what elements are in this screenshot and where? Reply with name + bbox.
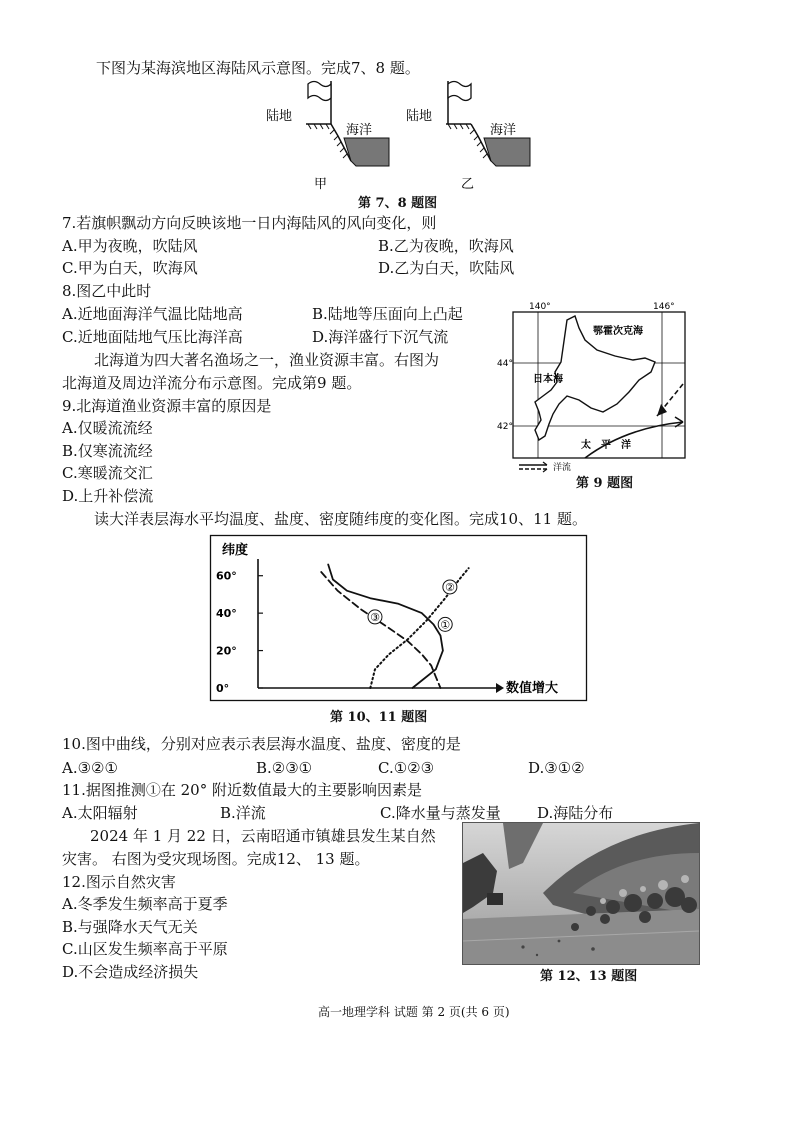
fig-9-caption: 第 9 题图 (576, 476, 634, 491)
q12-stem: 12.图示自然灾害 (62, 873, 176, 891)
intro-7-8: 下图为某海滨地区海陆风示意图。完成7、8 题。 (96, 59, 420, 77)
q10-option-c[interactable]: C.①②③ (378, 759, 435, 777)
chart-frame (211, 536, 587, 701)
q7-option-c[interactable]: C.甲为白天，吹海风 (62, 259, 198, 277)
label-yi: 乙 (461, 177, 475, 192)
q11-stem: 11.据图推测①在 20° 附近数值最大的主要影响因素是 (62, 781, 422, 799)
q7-stem: 7.若旗帜飘动方向反映该地一日内海陆风的风向变化，则 (62, 214, 437, 232)
q10-stem: 10.图中曲线，分别对应表示表层海水温度、盐度、密度的是 (62, 735, 461, 753)
q8-option-c[interactable]: C.近地面陆地气压比海洋高 (62, 328, 243, 346)
q7-option-a[interactable]: A.甲为夜晚，吹陆风 (62, 237, 198, 255)
sea-land-breeze-figure (256, 76, 546, 194)
q11-option-b[interactable]: B.洋流 (220, 804, 266, 822)
q11-option-d[interactable]: D.海陆分布 (537, 804, 614, 822)
q8-option-b[interactable]: B.陆地等压面向上凸起 (312, 305, 463, 323)
lon-140-label: 140° (529, 302, 551, 312)
intro-9-line1: 北海道为四大著名渔场之一，渔业资源丰富。右图为 (94, 351, 440, 369)
q7-option-d[interactable]: D.乙为白天，吹陆风 (378, 259, 515, 277)
intro-9-line2: 北海道及周边洋流分布示意图。完成第9 题。 (62, 374, 362, 392)
land-label-yi: 陆地 (406, 109, 433, 124)
q12-option-a[interactable]: A.冬季发生频率高于夏季 (62, 895, 228, 913)
page-footer: 高一地理学科 试题 第 2 页(共 6 页) (318, 1005, 510, 1019)
q9-option-d[interactable]: D.上升补偿流 (62, 487, 154, 505)
hokkaido-map (497, 298, 695, 473)
sea-okhotsk-label: 鄂霍次克海 (593, 326, 643, 337)
q9-stem: 9.北海道渔业资源丰富的原因是 (62, 397, 272, 415)
chart-caption: 第 10、11 题图 (330, 710, 428, 725)
label-jia: 甲 (314, 177, 328, 192)
fig-7-8-caption: 第 7、8 题图 (358, 196, 438, 211)
y-tick-label: 0° (216, 682, 230, 695)
q12-option-b[interactable]: B.与强降水天气无关 (62, 918, 198, 936)
intro-12-13-line1: 2024 年 1 月 22 日，云南昭通市镇雄县发生某自然 (90, 827, 436, 845)
q10-option-b[interactable]: B.②③① (256, 759, 313, 777)
q8-option-d[interactable]: D.海洋盛行下沉气流 (312, 328, 449, 346)
y-tick-label: 60° (216, 569, 237, 583)
sea-label-jia: 海洋 (346, 123, 373, 138)
y-tick-label: 40° (216, 607, 237, 621)
q9-option-a[interactable]: A.仅暖流流经 (62, 419, 153, 437)
ocean-properties-chart (210, 535, 587, 701)
q7-option-b[interactable]: B.乙为夜晚，吹海风 (378, 237, 514, 255)
flag-icon (308, 82, 331, 101)
photo-caption: 第 12、13 题图 (540, 969, 638, 984)
diagram-yi (446, 81, 530, 166)
x-axis-label: 数值增大 (506, 681, 559, 696)
intro-10-11: 读大洋表层海水平均温度、盐度、密度随纬度的变化图。完成10、11 题。 (94, 510, 587, 528)
y-axis-label: 纬度 (222, 543, 249, 558)
q11-option-a[interactable]: A.太阳辐射 (62, 804, 138, 822)
q9-option-b[interactable]: B.仅寒流流经 (62, 442, 153, 460)
q8-option-a[interactable]: A.近地面海洋气温比陆地高 (62, 305, 243, 323)
land-label-jia: 陆地 (266, 109, 293, 124)
intro-12-13-line2: 灾害。 右图为受灾现场图。完成12、 13 题。 (62, 850, 370, 868)
series-label: ② (444, 580, 455, 594)
q9-option-c[interactable]: C.寒暖流交汇 (62, 464, 153, 482)
landslide-photo (462, 822, 700, 965)
q8-stem: 8.图乙中此时 (62, 282, 152, 300)
pacific-label: 太 平 洋 (581, 440, 631, 451)
flag-icon (448, 82, 471, 101)
lon-146-label: 146° (653, 302, 675, 312)
legend-current-label: 洋流 (553, 463, 572, 473)
sea-japan-label: 日本海 (533, 374, 563, 385)
q12-option-c[interactable]: C.山区发生频率高于平原 (62, 940, 228, 958)
q11-option-c[interactable]: C.降水量与蒸发量 (380, 804, 501, 822)
q10-option-a[interactable]: A.③②① (62, 759, 118, 777)
series-label: ① (440, 618, 451, 632)
series-label: ③ (370, 610, 380, 624)
sea-label-yi: 海洋 (490, 123, 517, 138)
q10-option-d[interactable]: D.③①② (528, 759, 585, 777)
y-tick-label: 20° (216, 644, 237, 658)
lat-42-label: 42° (497, 422, 513, 432)
lat-44-label: 44° (497, 359, 513, 369)
q12-option-d[interactable]: D.不会造成经济损失 (62, 963, 199, 981)
